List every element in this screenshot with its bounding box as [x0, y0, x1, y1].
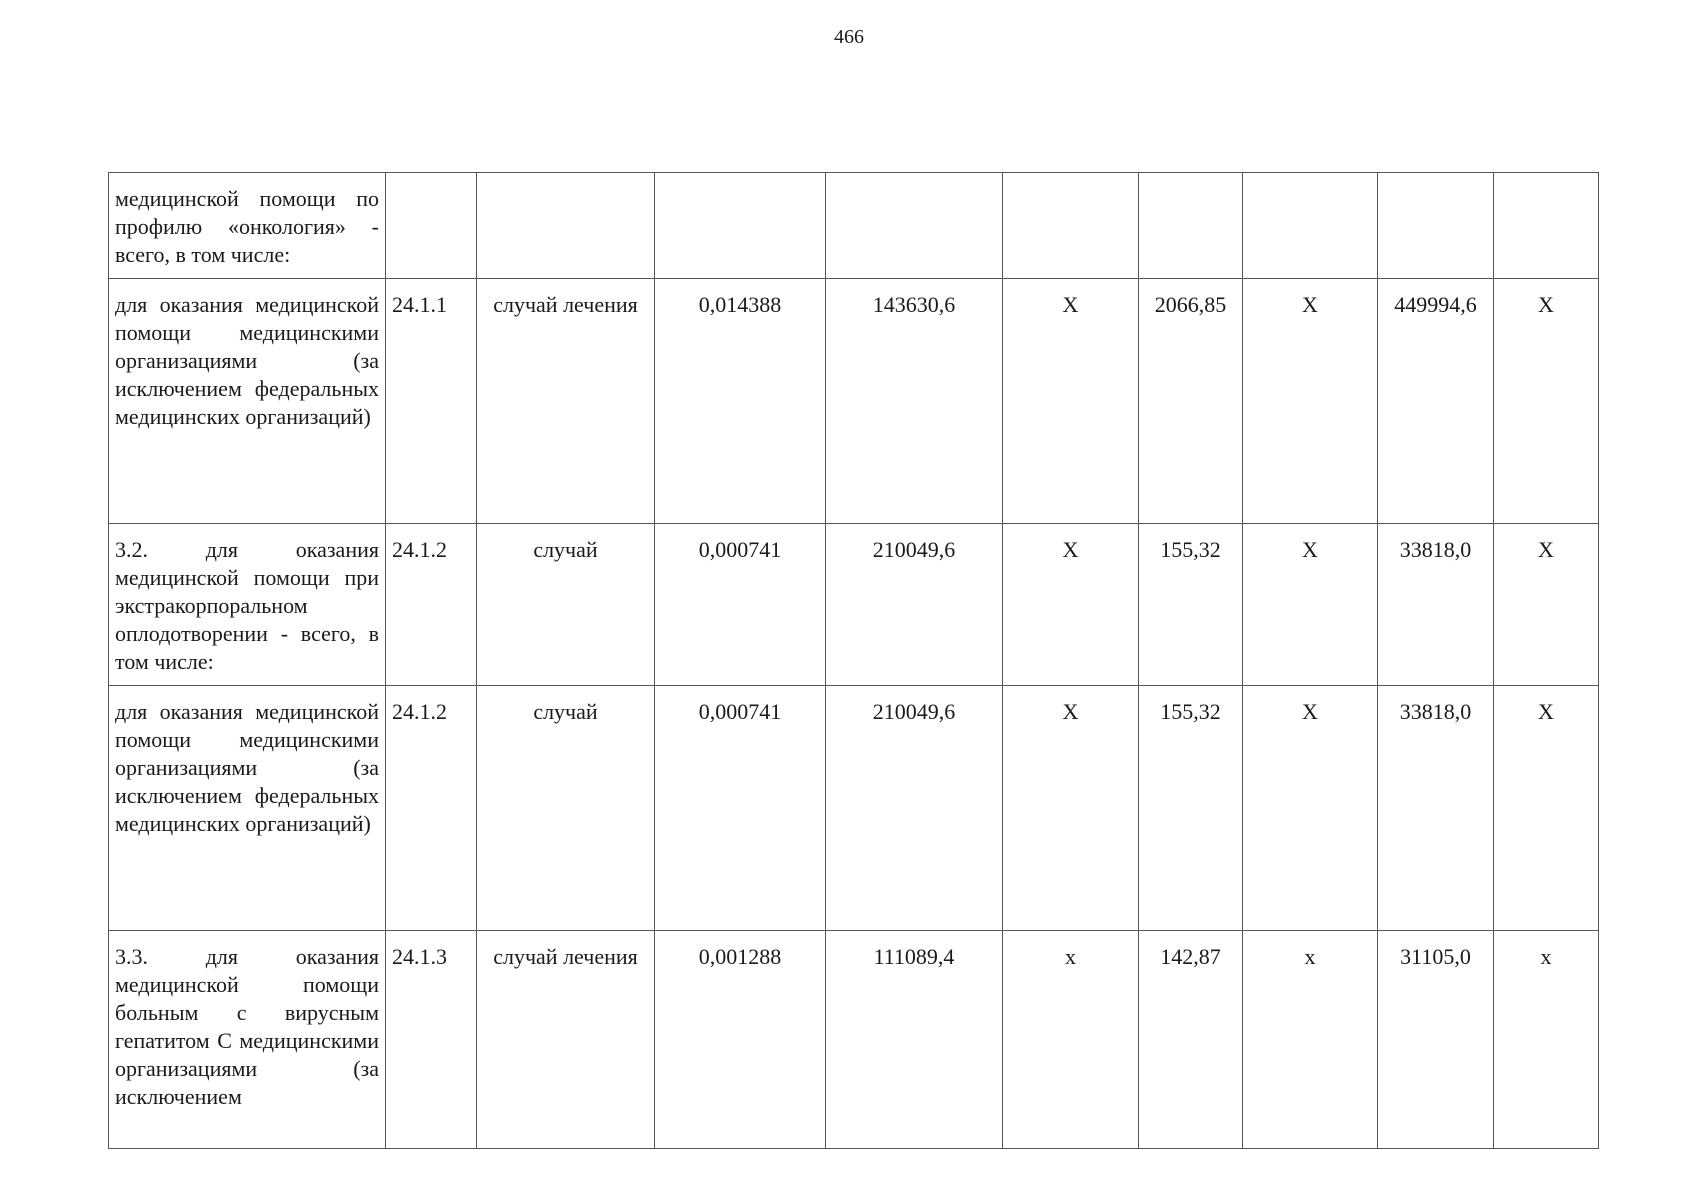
row-code: 24.1.1 — [386, 279, 477, 524]
row-description: для оказания медицинской помощи медицинскими организациями (за исключением федеральных медицинских организаций) — [109, 279, 386, 524]
row-col10: X — [1494, 279, 1599, 524]
row-col7: 142,87 — [1139, 931, 1243, 1149]
row-col7 — [1139, 173, 1243, 279]
row-col10: х — [1494, 931, 1599, 1149]
row-volume: 0,000741 — [655, 686, 826, 931]
row-unit: случай лечения — [477, 279, 655, 524]
row-unit — [477, 173, 655, 279]
row-col8: X — [1243, 524, 1378, 686]
row-code: 24.1.2 — [386, 686, 477, 931]
row-unit: случай лечения — [477, 931, 655, 1149]
row-description: 3.2. для оказания медицинской помощи при экстракорпоральном оплодотворении - всего, в том числе: — [109, 524, 386, 686]
row-code — [386, 173, 477, 279]
row-unit: случай — [477, 686, 655, 931]
row-volume: 0,000741 — [655, 524, 826, 686]
row-col9: 449994,6 — [1378, 279, 1494, 524]
row-col6 — [1003, 173, 1139, 279]
row-col10 — [1494, 173, 1599, 279]
row-col8: X — [1243, 279, 1378, 524]
row-volume: 0,001288 — [655, 931, 826, 1149]
row-description: для оказания медицинской помощи медицинскими организациями (за исключением федеральных медицинских организаций) — [109, 686, 386, 931]
row-col6: X — [1003, 686, 1139, 931]
table-row — [109, 931, 1599, 1149]
row-col6: X — [1003, 279, 1139, 524]
row-col8 — [1243, 173, 1378, 279]
row-cost: 210049,6 — [826, 524, 1003, 686]
row-col9 — [1378, 173, 1494, 279]
row-col7: 155,32 — [1139, 686, 1243, 931]
row-unit: случай — [477, 524, 655, 686]
row-col9: 31105,0 — [1378, 931, 1494, 1149]
row-col8: х — [1243, 931, 1378, 1149]
table-row — [109, 279, 1599, 524]
row-code: 24.1.2 — [386, 524, 477, 686]
row-cost: 143630,6 — [826, 279, 1003, 524]
row-col9: 33818,0 — [1378, 524, 1494, 686]
row-description: медицинской помощи по профилю «онкология» - всего, в том числе: — [109, 173, 386, 279]
row-col6: х — [1003, 931, 1139, 1149]
page-number: 466 — [834, 26, 864, 48]
row-code: 24.1.3 — [386, 931, 477, 1149]
row-volume — [655, 173, 826, 279]
row-col9: 33818,0 — [1378, 686, 1494, 931]
data-table — [108, 172, 1599, 1149]
row-col10: X — [1494, 524, 1599, 686]
row-col6: X — [1003, 524, 1139, 686]
row-col7: 155,32 — [1139, 524, 1243, 686]
row-description: 3.3. для оказания медицинской помощи больным с вирусным гепатитом С медицинскими организациями (за исключением — [109, 931, 386, 1149]
row-col8: X — [1243, 686, 1378, 931]
row-cost — [826, 173, 1003, 279]
row-cost: 111089,4 — [826, 931, 1003, 1149]
table-row — [109, 173, 1599, 279]
table-row — [109, 524, 1599, 686]
table-row — [109, 686, 1599, 931]
row-col7: 2066,85 — [1139, 279, 1243, 524]
row-col10: X — [1494, 686, 1599, 931]
row-cost: 210049,6 — [826, 686, 1003, 931]
row-volume: 0,014388 — [655, 279, 826, 524]
